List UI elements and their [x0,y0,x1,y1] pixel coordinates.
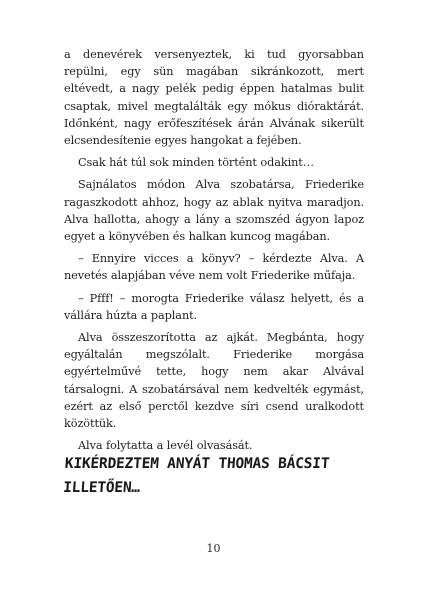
paragraph: Alva összeszorította az ajkát. Megbánta, hogy egyáltalán megszólalt. Friederike morgása egyértelművé tette, hogy nem akar Alvával társalogni. A szobatársával nem kedvelték egymást, ezért az első perctől kezdve síri csend uralkodott közöttük. [64,331,364,431]
paragraph: Csak hát túl sok minden történt odakint… [78,156,314,170]
body-text [64,46,364,459]
handwritten-line: ILLETŐEN… [62,480,141,496]
paragraph: a denevérek versenyeztek, ki tud gyorsabban repülni, egy sün magában sikránkozott, mert eltévedt, a nagy pelék pedig éppen hatalmas bulit csaptak, mivel megtalálták egy mókus dióraktárát. Időnként, nagy erőfeszítések árán Alvának sikerült elcsendesítenie egyes hangokat a fejében. [64,48,364,148]
page-number: 10 [206,542,221,555]
paragraph: – Pfff! – morogta Friederike válasz helyett, és a vállára húzta a paplant. [64,291,364,322]
paragraph: Sajnálatos módon Alva szobatársa, Friederike ragaszkodott ahhoz, hogy az ablak nyitva maradjon. Alva hallotta, ahogy a lány a szomszéd ágyon lapoz egyet a könyvében és halkan kuncog magában. [64,178,364,244]
paragraph: – Ennyire vicces a könyv? – kérdezte Alva. A nevetés alapjában véve nem volt Friederike műfaja. [64,252,364,283]
handwritten-letter-excerpt [62,452,365,500]
handwritten-line: KIKÉRDEZTEM ANYÁT THOMAS BÁCSIT [64,456,330,472]
paragraph: Alva folytatta a levél olvasását. [78,439,253,453]
